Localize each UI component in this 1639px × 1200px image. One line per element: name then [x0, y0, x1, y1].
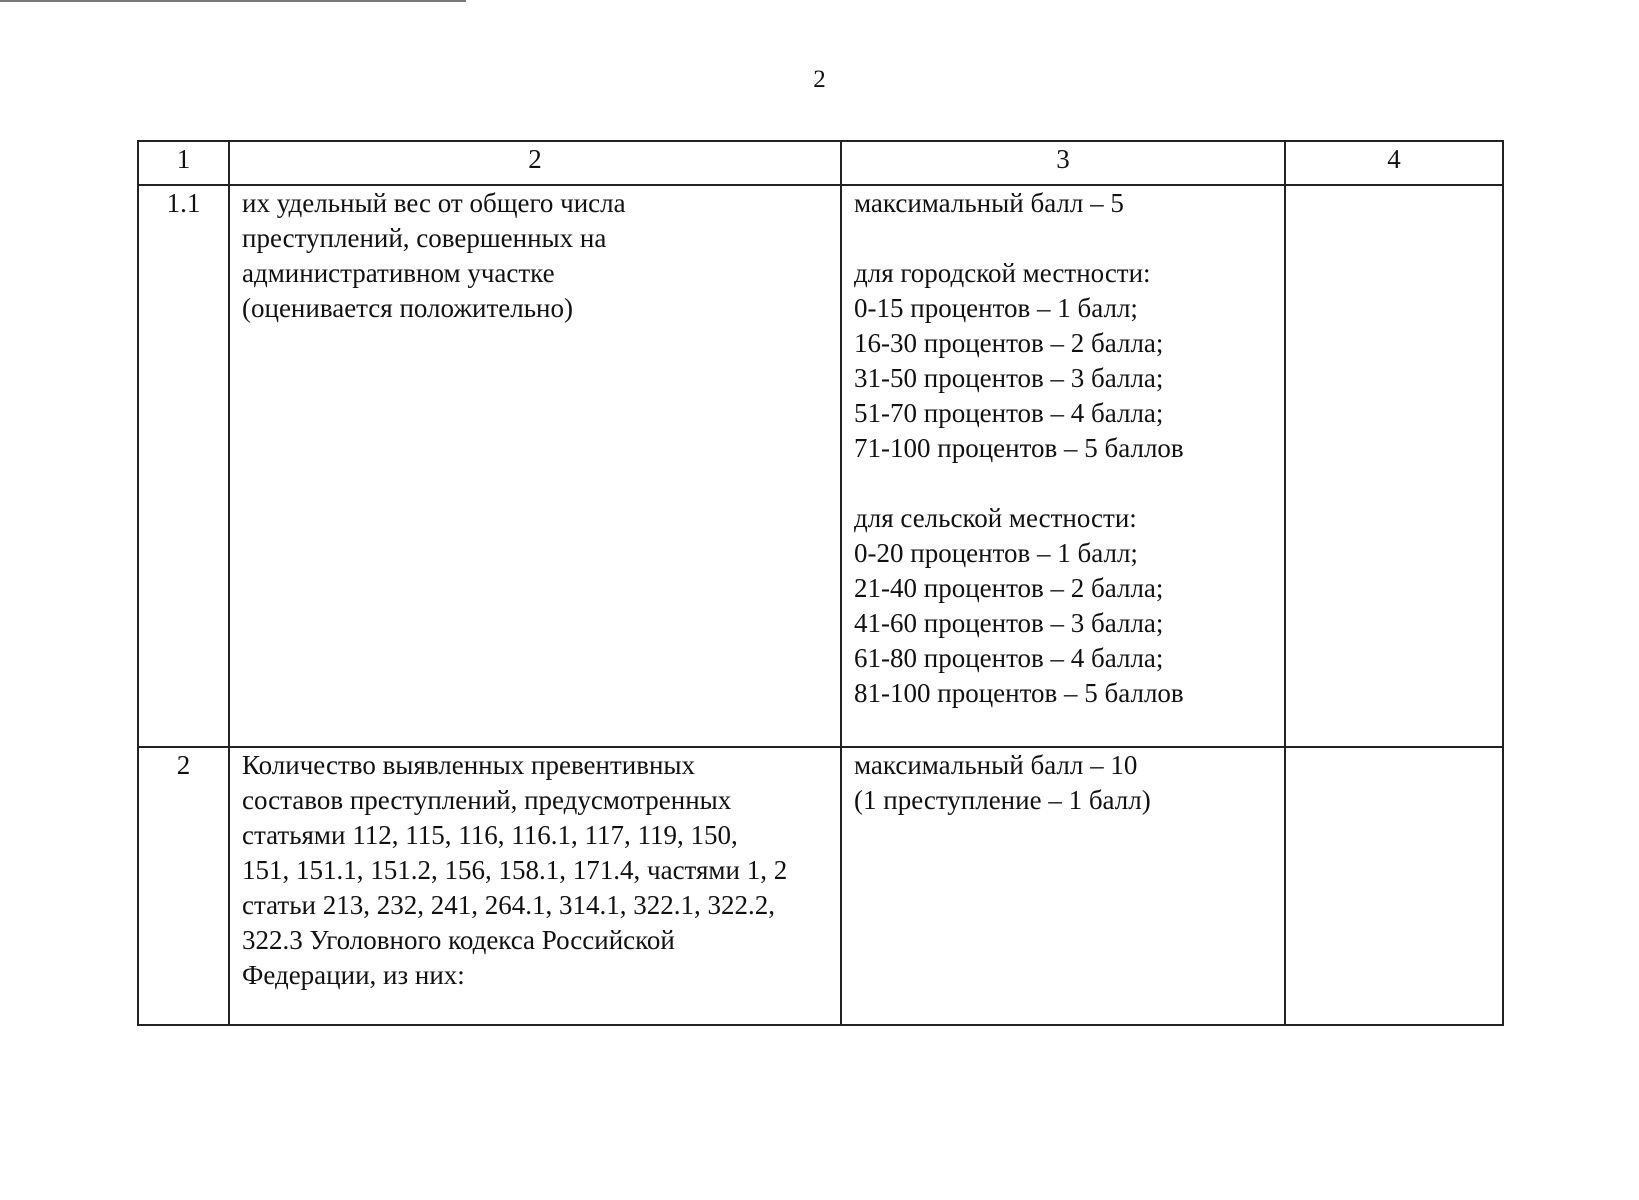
scoring-scale: [841, 185, 1285, 747]
row-number: 1.1: [138, 185, 229, 747]
max-score: максимальный балл – 10: [854, 750, 1138, 780]
rural-scale-item: 0-20 процентов – 1 балл;: [854, 538, 1138, 568]
max-score: максимальный балл – 5: [854, 188, 1124, 218]
scan-edge-line: [0, 0, 466, 2]
criterion-description: [229, 185, 841, 747]
description-line: составов преступлений, предусмотренных: [242, 785, 732, 815]
column-4-cell: [1285, 185, 1503, 747]
table-header-row: [138, 141, 1503, 185]
page-number: 2: [813, 66, 826, 93]
header-cell-4: 4: [1285, 141, 1503, 185]
urban-scale-item: 16-30 процентов – 2 балла;: [854, 328, 1164, 358]
urban-scale-item: 0-15 процентов – 1 балл;: [854, 293, 1138, 323]
urban-scale-item: 51-70 процентов – 4 балла;: [854, 398, 1164, 428]
row-number: 2: [138, 747, 229, 1025]
scoring-scale: [841, 747, 1285, 1025]
criteria-table: [137, 140, 1504, 1026]
description-line: их удельный вес от общего числа: [242, 188, 626, 218]
description-line: Количество выявленных превентивных: [242, 750, 696, 780]
table-row: [138, 747, 1503, 1025]
urban-title: для городской местности:: [854, 258, 1151, 288]
rural-scale-item: 61-80 процентов – 4 балла;: [854, 643, 1164, 673]
urban-scale-item: 71-100 процентов – 5 баллов: [854, 433, 1184, 463]
description-line: 322.3 Уголовного кодекса Российской: [242, 925, 675, 955]
description-line: 151, 151.1, 151.2, 156, 158.1, 171.4, частями 1, 2: [242, 855, 788, 885]
description-line: статьями 112, 115, 116, 116.1, 117, 119, 150,: [242, 820, 738, 850]
rural-title: для сельской местности:: [854, 503, 1137, 533]
header-cell-2: 2: [229, 141, 841, 185]
rural-scale-item: 81-100 процентов – 5 баллов: [854, 678, 1184, 708]
description-line: (оценивается положительно): [242, 293, 573, 323]
description-line: преступлений, совершенных на: [242, 223, 607, 253]
description-line: статьи 213, 232, 241, 264.1, 314.1, 322.1, 322.2,: [242, 890, 775, 920]
description-line: административном участке: [242, 258, 555, 288]
column-4-cell: [1285, 747, 1503, 1025]
criterion-description: [229, 747, 841, 1025]
score-rule: (1 преступление – 1 балл): [854, 785, 1151, 815]
urban-scale-item: 31-50 процентов – 3 балла;: [854, 363, 1164, 393]
rural-scale-item: 41-60 процентов – 3 балла;: [854, 608, 1164, 638]
rural-scale-item: 21-40 процентов – 2 балла;: [854, 573, 1164, 603]
description-line: Федерации, из них:: [242, 960, 465, 990]
table-row: [138, 185, 1503, 747]
header-cell-1: 1: [138, 141, 229, 185]
header-cell-3: 3: [841, 141, 1285, 185]
